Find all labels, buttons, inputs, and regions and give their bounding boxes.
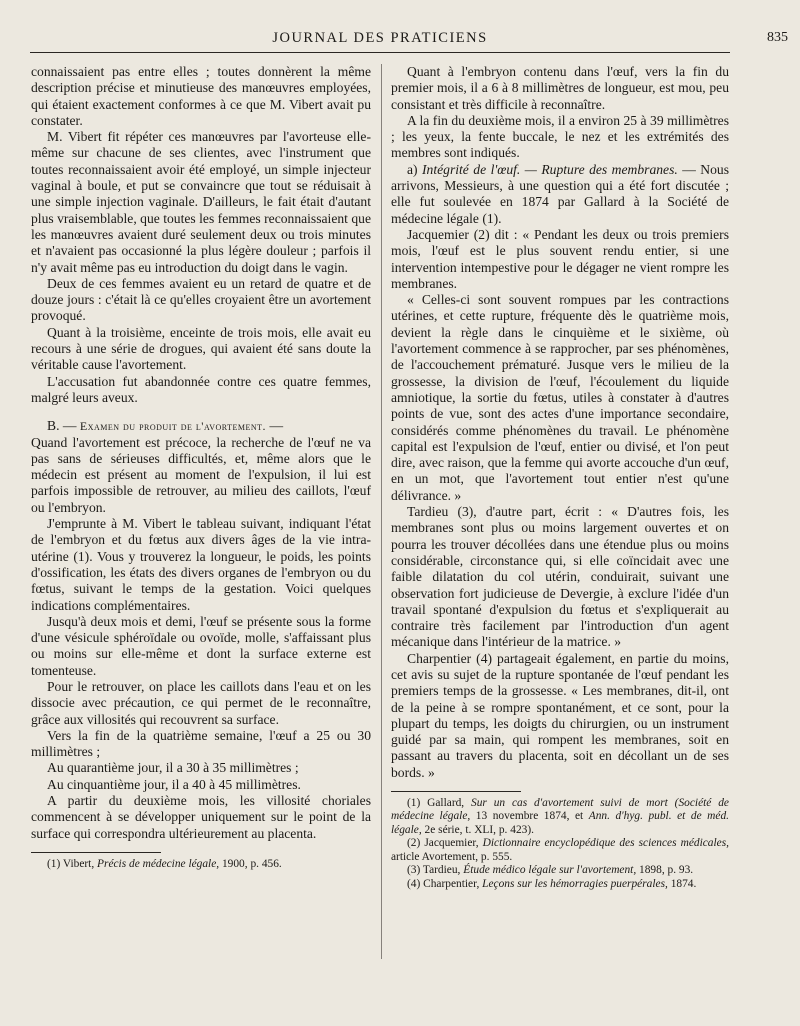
footnote-title: Ann. d'hyg. publ. et de méd. légale, [391,810,729,836]
subsection-letter: a) [407,161,423,177]
journal-title: JOURNAL DES PRATICIENS [272,30,488,46]
section-dash: — [266,418,284,434]
footnote-title: Précis de médecine légale, [97,857,220,870]
paragraph: Vers la fin de la quatrième semaine, l'œuf a 25 ou 30 millimètres ; [31,727,371,760]
footnote-number: (1) Gallard, [407,797,472,810]
page-number: 835 [767,30,788,45]
footnote-number: (1) Vibert, [47,857,98,870]
paragraph: Charpentier (4) partageait également, en partie du moins, cet avis su sujet de la rupture spontanée de l'œuf pendant les premiers temps de la grossesse. « Les membranes, dit-il, ont de la peine à se rompre spontanément, et ce sont, pour la plupart du temps, les doigts du chirurgien, ou un instrument guidé par sa main, qui rompent les membranes, soit en passant au travers du placenta, soit en décollant un de ses bords. » [391,650,729,780]
subsection-title: Intégrité de l'œuf. — Rupture des membranes. [422,161,678,177]
footnote-rest: 1898, p. 93. [636,864,694,877]
paragraph: Deux de ces femmes avaient eu un retard de quatre et de douze jours : c'était là ce qu'elles croyaient être un avortement provoqué. [31,275,371,324]
paragraph: J'emprunte à M. Vibert le tableau suivant, indiquant l'état de l'embryon et du fœtus aux divers âges de la vie intra-utérine (1). Vous y trouverez la longueur, le poids, les points d'ossification, les états des divers organes de l'embryon ou du fœtus, suivant le temps de la gestation. Voici quelques indications complémentaires. [31,516,371,613]
footnote-rest: 1874. [667,877,697,890]
paragraph: L'accusation fut abandonnée contre ces quatre femmes, malgré leurs aveux. [31,373,371,405]
paragraph: Jacquemier (2) dit : « Pendant les deux ou trois premiers mois, l'œuf est le plus souvent rendu entier, si une intervention intempestive pour le dégager ne vient rompre les membranes. [391,226,729,291]
footnote-number: (3) Tardieu, [407,864,464,877]
footnote-rest: 1900, p. 456. [219,857,282,870]
running-header [30,30,788,53]
footnote-rest: article Avortement, p. 555. [391,850,513,863]
footnote-rest: 2e série, t. XLI, p. 423). [421,823,534,836]
paragraph: « Celles-ci sont souvent rompues par les contractions utérines, et cette rupture, fréquente dès le quatrième mois, devient la règle dans le cinquième et le sixième, où l'avortement commence à se rapprocher, par ses phénomènes, de l'accouchement prématuré. Jusque vers le milieu de la grossesse, la division de l'œuf, l'écoulement du liquide amniotique, la sortie du fœtus, utiles à constater à d'autres points de vue, sont des actes d'une importance secondaire, considérés comme phénomènes du travail. Le phénomène capital est l'expulsion de l'œuf, entier ou divisé, et l'on peut dire, avec raison, que la femme qui avorte accouche d'un œuf, en un mot, que l'avortement tout entier n'est qu'une délivrance. » [391,292,729,503]
footnote [31,858,371,871]
footnote [391,864,729,877]
footnote-number: (4) Charpentier, [407,877,483,890]
right-column [391,64,729,891]
section-letter: B. — [47,418,80,434]
paragraph: A partir du deuxième mois, les villosité choriales commencent à se développer uniquement sur le point de la surface qui correspondra ultérieurement au placenta. [31,793,371,841]
paragraph: Quand l'avortement est précoce, la recherche de l'œuf ne va pas sans de sérieuses difficultés, et, même alors que le médecin est présent au moment de l'expulsion, il lui est parfois impossible de retrouver, au milieu des caillots, l'œuf ou l'embryon. [31,434,371,515]
paragraph: Au cinquantième jour, il a 40 à 45 millimètres. [47,776,301,792]
footnote-title: Dictionnaire encyclopédique des sciences médicales, [482,837,729,850]
paragraph: Tardieu (3), d'autre part, écrit : « D'autres fois, les membranes sont plus ou moins largement ouvertes et on pourra les trouver décollées dans une étendue plus ou moins considérable, circonstance qui, si elle coïncidait avec une faible dilatation du col utérin, conduirait, suivant une observation fort judicieuse de Devergie, à exclure l'idée d'un travail spontané d'expulsion du fœtus et s'expliquerait au contraire très facilement par l'introduction d'un agent mécanique dans l'intérieur de la matrice. » [391,504,729,650]
left-column [31,64,371,871]
section-title: Examen du produit de l'avortement. [79,419,267,434]
subsection-text: — Nous arrivons, Messieurs, à une question qui a été fort discutée ; elle fut soulevée en 1874 par Gallard à la Société de médecine légale (1). [391,161,729,226]
footnote [391,878,729,891]
footnote-text: 13 novembre 1874, et [470,810,589,823]
footnote-number: (2) Jacquemier, [407,837,483,850]
paragraph: connaissaient pas entre elles ; toutes donnèrent la même description précise et minutieuse des manœuvres employées, qui étaient exactement conformes à ce que M. Vibert avait pu constater. [31,64,371,128]
footnote-title: Leçons sur les hémorragies puerpérales, [482,877,668,890]
section-heading-paragraph [31,418,371,434]
paragraph: Pour le retrouver, on place les caillots dans l'eau et on les dissocie avec précaution, ce qui permet de le reconnaître, grâce aux villosités qui recouvrent sa surface. [31,678,371,727]
paragraph: Quant à l'embryon contenu dans l'œuf, vers la fin du premier mois, il a 6 à 8 millimètres de longueur, est mou, peu consistant et très difficile à reconnaître. [391,64,729,112]
footnote-rule [31,852,161,853]
footnote [391,837,729,864]
paragraph: Quant à la troisième, enceinte de trois mois, elle avait eu recours à une série de drogues, qui avaient été sans doute la véritable cause l'avortement. [31,324,371,373]
paragraph: Au quarantième jour, il a 30 à 35 millimètres ; [47,760,299,776]
footnote-rule [391,791,521,792]
subsection-paragraph [391,162,729,227]
footnote-title: Étude médico légale sur l'avortement, [463,864,637,877]
paragraph: M. Vibert fit répéter ces manœuvres par l'avorteuse elle-même sur chacune de ses clientes, avec l'instrument que toutes reconnaissaient avoir été employé, un simple injecteur vaginal à boule, et put se convaincre que tout se réduisait à une simple injection vaginale. D'ailleurs, le fait était d'autant plus vraisemblable, que toutes les femmes reconnaissaient que les manœuvres avaient duré seulement deux ou trois minutes et n'avaient pas occasionné la plus légère douleur ; parfois il n'y avait même pas eu introduction du doigt dans le vagin. [31,129,371,275]
column-divider [381,64,382,959]
paragraph: Jusqu'à deux mois et demi, l'œuf se présente sous la forme d'une vésicule sphéroïdale ou ovoïde, molle, s'affaissant plus ou moins sur elle-même et dont la surface externe est tomenteuse. [31,613,371,678]
paragraph: A la fin du deuxième mois, il a environ 25 à 39 millimètres ; les yeux, la fente buccale, le nez et les extrémités des membres sont indiqués. [391,112,729,161]
footnote [391,797,729,837]
footnote-title: Sur un cas d'avortement suivi de mort (Société de médecine légale, [391,797,729,823]
